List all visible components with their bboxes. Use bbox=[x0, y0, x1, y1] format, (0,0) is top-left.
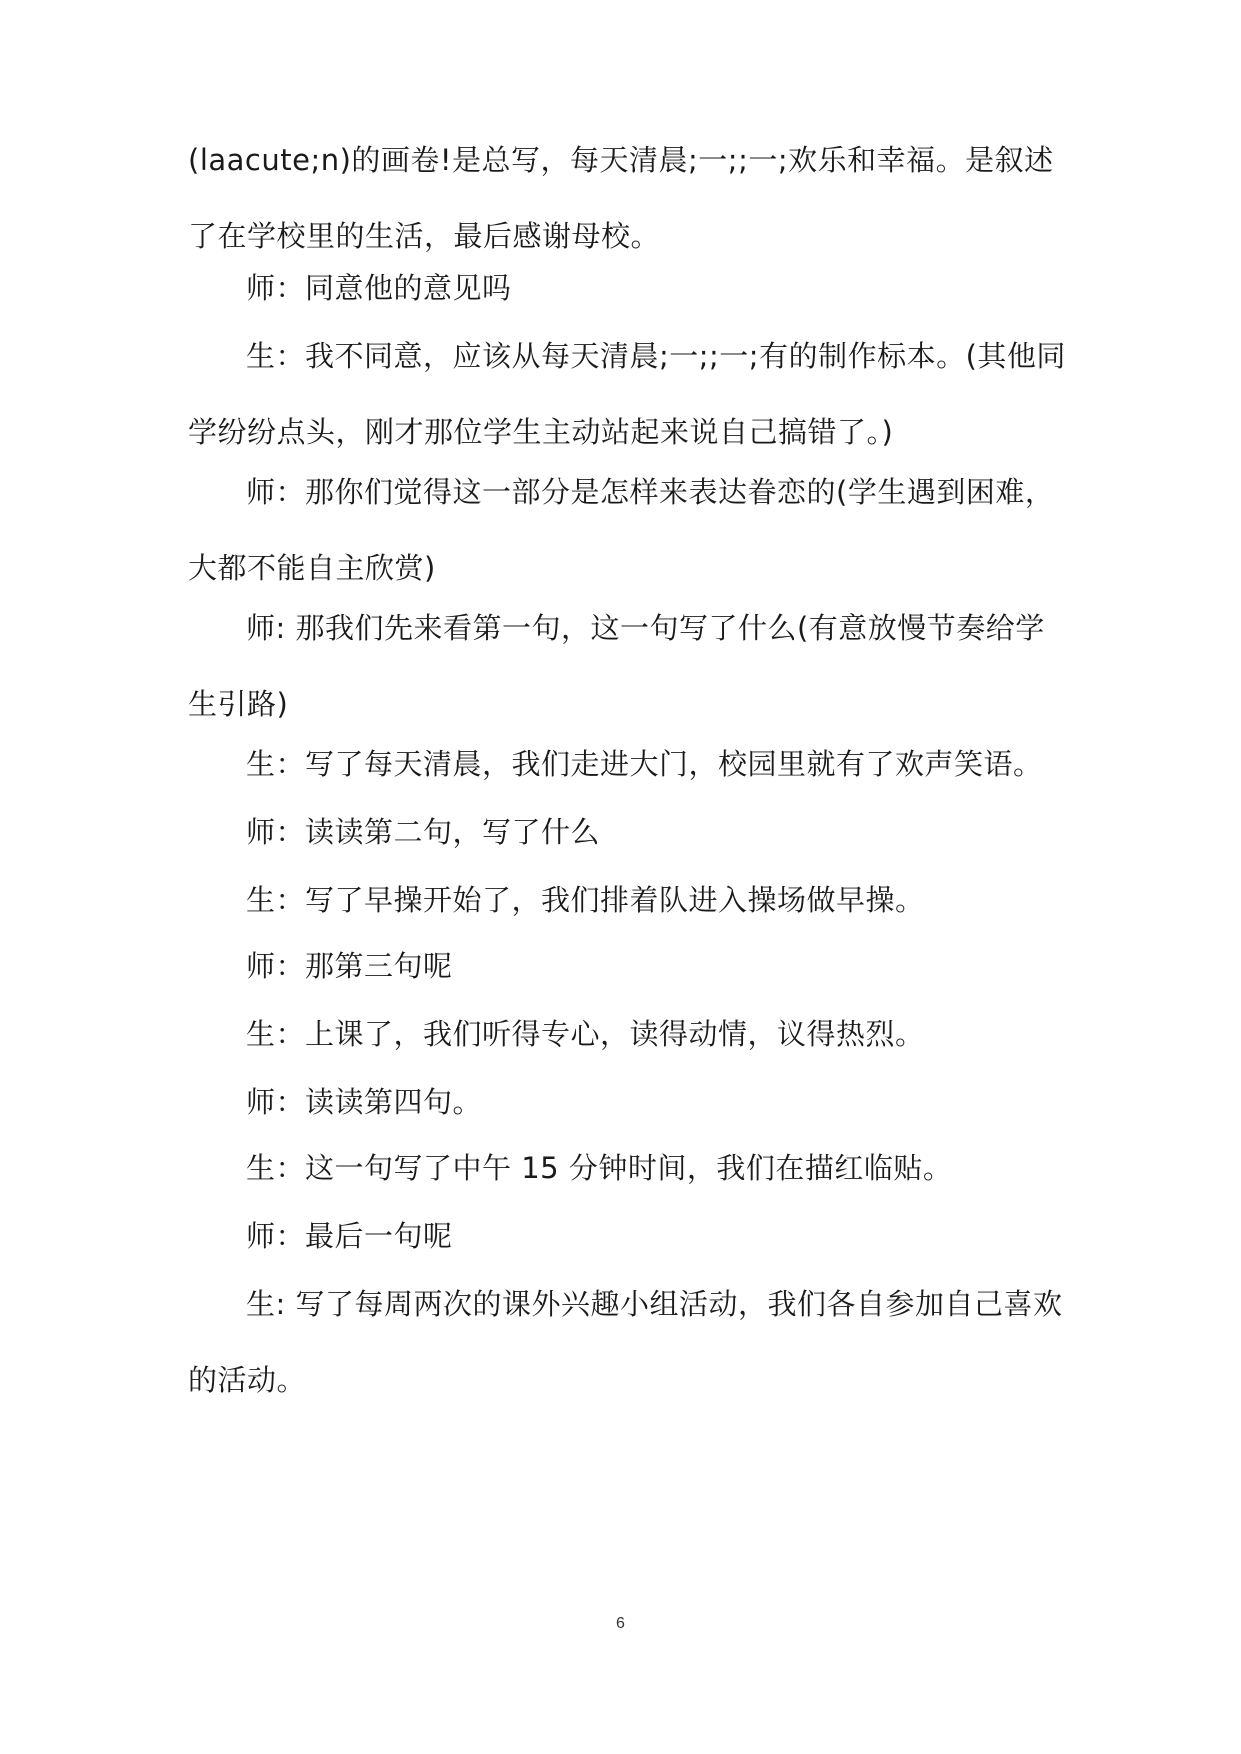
page-number: 6 bbox=[616, 1615, 625, 1632]
paragraph-student: 生：上课了，我们听得专心，读得动情，议得热烈。 bbox=[246, 1017, 925, 1051]
paragraph-student: 生：我不同意，应该从每天清晨;一;;一;有的制作标本。(其他同学纷纷点头，刚才那位学生主动站起来说自己搞错了。) bbox=[188, 339, 1066, 449]
paragraph-teacher: 师: 那我们先来看第一句，这一句写了什么(有意放慢节奏给学生引路) bbox=[188, 611, 1045, 721]
paragraph-teacher: 师：最后一句呢 bbox=[246, 1219, 453, 1253]
paragraph-teacher: 师：同意他的意见吗 bbox=[246, 271, 512, 305]
paragraph-student: 生：写了早操开始了，我们排着队进入操场做早操。 bbox=[246, 883, 925, 917]
paragraph-teacher: 师：那你们觉得这一部分是怎样来表达眷恋的(学生遇到困难，大都不能自主欣赏) bbox=[188, 475, 1055, 585]
paragraph-student: 生: 写了每周两次的课外兴趣小组活动，我们各自参加自己喜欢的活动。 bbox=[188, 1287, 1063, 1397]
paragraph-student: 生：写了每天清晨，我们走进大门，校园里就有了欢声笑语。 bbox=[246, 747, 1043, 781]
paragraph-student: 生：这一句写了中午 15 分钟时间，我们在描红临贴。 bbox=[246, 1151, 953, 1185]
paragraph-teacher: 师：读读第四句。 bbox=[246, 1085, 483, 1119]
paragraph-teacher: 师：那第三句呢 bbox=[246, 949, 453, 983]
paragraph-continuation: (laacute;n)的画卷!是总写，每天清晨;一;;一;欢乐和幸福。是叙述了在学校里的生活，最后感谢母校。 bbox=[188, 143, 1054, 253]
paragraph-teacher: 师：读读第二句，写了什么 bbox=[246, 815, 601, 849]
